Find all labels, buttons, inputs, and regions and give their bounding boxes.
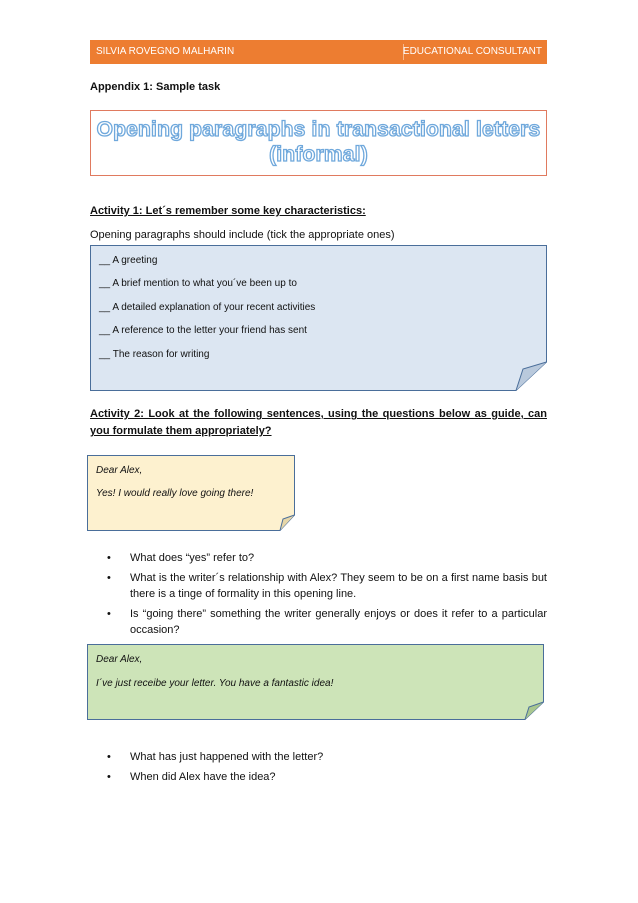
question1-item: • What is the writer´s relationship with Alex? They seem to be on a first name basis but there is a tinge of formality in this opening line. — [107, 572, 547, 600]
main-title-line2: (informal) — [269, 143, 368, 166]
option-greeting: __ A greeting — [99, 255, 158, 266]
activity2-note1 — [87, 455, 295, 531]
bullet-icon: • — [107, 572, 111, 584]
appendix-title: Appendix 1: Sample task — [90, 81, 221, 93]
option-brief-mention: __ A brief mention to what you´ve been up to — [99, 278, 297, 289]
header-author: SILVIA ROVEGNO MALHARIN — [96, 46, 235, 57]
activity1-instruction: Opening paragraphs should include (tick the appropriate ones) — [90, 229, 395, 241]
bullet-icon: • — [107, 751, 111, 763]
option-reference-letter: __ A reference to the letter your friend has sent — [99, 325, 307, 336]
main-title-box — [90, 110, 547, 176]
activity1-heading: Activity 1: Let´s remember some key characteristics: — [90, 205, 366, 217]
activity2-heading: Activity 2: Look at the following sentences, using the questions below as guide, can you formulate them appropriately? — [90, 408, 547, 437]
main-title-line1: Opening paragraphs in transactional letters — [96, 118, 541, 141]
bullet-icon: • — [107, 552, 111, 564]
bullet-icon: • — [107, 771, 111, 783]
option-detailed-explanation: __ A detailed explanation of your recent activities — [99, 302, 316, 313]
activity2-note2 — [87, 644, 544, 720]
option-reason: __ The reason for writing — [99, 349, 210, 360]
questions2-list — [90, 749, 547, 785]
question1-item: • What does “yes” refer to? — [107, 552, 255, 564]
note1-sentence: Yes! I would really love going there! — [96, 488, 254, 499]
question2-item: • What has just happened with the letter? — [107, 751, 324, 763]
activity1-note — [90, 245, 547, 391]
question2-item: • When did Alex have the idea? — [107, 771, 276, 783]
bullet-icon: • — [107, 608, 111, 620]
question1-item: • Is “going there” something the writer generally enjoys or does it refer to a particular occasion? — [107, 608, 547, 636]
page-header — [90, 40, 547, 64]
questions1-list — [90, 550, 547, 638]
header-role: EDUCATIONAL CONSULTANT — [402, 46, 542, 57]
note1-greeting: Dear Alex, — [96, 465, 143, 476]
note2-sentence: I´ve just receibe your letter. You have a fantastic idea! — [96, 678, 334, 689]
note-shape — [90, 245, 547, 391]
note2-greeting: Dear Alex, — [96, 654, 143, 665]
